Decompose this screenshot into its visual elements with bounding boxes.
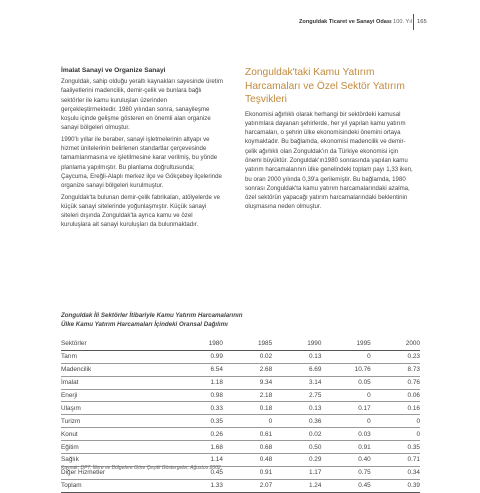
value-cell: 0.05 xyxy=(321,376,370,389)
value-cell: 1.18 xyxy=(174,376,223,389)
value-cell: 1.14 xyxy=(174,454,223,467)
value-cell: 0.06 xyxy=(371,389,420,402)
value-cell: 0.68 xyxy=(223,441,272,454)
value-cell: 0.35 xyxy=(174,415,223,428)
table-row xyxy=(61,428,420,441)
value-cell: 0.91 xyxy=(223,466,272,479)
value-cell: 1.17 xyxy=(272,466,321,479)
value-cell: 0.17 xyxy=(321,402,370,415)
value-cell: 0.33 xyxy=(174,402,223,415)
value-cell: 2.07 xyxy=(223,479,272,492)
table-row xyxy=(61,479,420,492)
value-cell: 0.02 xyxy=(223,350,272,363)
value-cell: 0.75 xyxy=(321,466,370,479)
value-cell: 0.76 xyxy=(371,376,420,389)
value-cell: 0.71 xyxy=(371,454,420,467)
column-header: 1995 xyxy=(321,338,370,350)
section-heading: İmalat Sanayi ve Organize Sanayi xyxy=(61,67,166,74)
value-cell: 0.40 xyxy=(321,454,370,467)
sector-cell: Toplam xyxy=(61,479,174,492)
table-row xyxy=(61,363,420,376)
table-caption xyxy=(61,312,421,329)
header-subtitle: 100. Yıl xyxy=(393,19,412,25)
value-cell: 0.26 xyxy=(174,428,223,441)
value-cell: 0.48 xyxy=(223,454,272,467)
table-row xyxy=(61,415,420,428)
value-cell: 0.45 xyxy=(321,479,370,492)
table-header-row xyxy=(61,338,420,350)
value-cell: 0.36 xyxy=(272,415,321,428)
value-cell: 0 xyxy=(371,415,420,428)
sector-cell: Enerji xyxy=(61,389,174,402)
sector-cell: Tarım xyxy=(61,350,174,363)
value-cell: 0.45 xyxy=(174,466,223,479)
table-row xyxy=(61,402,420,415)
column-header: Sektörler xyxy=(61,338,174,350)
left-column xyxy=(61,66,223,232)
value-cell: 1.24 xyxy=(272,479,321,492)
column-header: 1990 xyxy=(272,338,321,350)
value-cell: 8.73 xyxy=(371,363,420,376)
value-cell: 0.16 xyxy=(371,402,420,415)
table-row xyxy=(61,441,420,454)
value-cell: 2.75 xyxy=(272,389,321,402)
value-cell: 0.29 xyxy=(272,454,321,467)
paragraph: 1990'lı yıllar ile beraber, sanayi işletmelerinin altyapı ve hizmet ünitelerinin belirlenen standartlar çerçevesinde tamamlanmasına ve işletilmesine karar verilmiş, bu yönde planlama yapılmıştır. Bu planlama doğrultusunda; Çaycuma, Ereğli-Alaplı merkez ilçe ve Gökçebey ilçelerinde organize sanayi bölgeleri kurulmuştur. xyxy=(61,135,222,190)
value-cell: 0.61 xyxy=(223,428,272,441)
caption-line: Zonguldak İli Sektörler İtibariyle Kamu Yatırım Harcamalarının xyxy=(61,312,243,319)
value-cell: 0.98 xyxy=(174,389,223,402)
paragraph: Zonguldak'ta bulunan demir-çelik fabrikaları, atölyelerde ve küçük sanayi sitelerinde yoğunlaşmıştır. Küçük sanayi siteleri dışında Zonguldak'ta ayrıca kamu ve özel kuruluşlara ait sanayi kuruluşları da bulunmaktadır. xyxy=(61,193,221,229)
value-cell: 0 xyxy=(371,428,420,441)
table-source: Kaynak: DPT, İllere ve Bölgelere Göre Çeşitli Göstergeler, Ağustos 2002. xyxy=(61,465,223,471)
header-divider xyxy=(413,14,414,30)
header-title: Zonguldak Ticaret ve Sanayi Odası xyxy=(299,19,392,25)
value-cell: 10.76 xyxy=(321,363,370,376)
right-column xyxy=(245,66,415,214)
table-row xyxy=(61,376,420,389)
column-header: 1980 xyxy=(174,338,223,350)
sector-cell: Eğitim xyxy=(61,441,174,454)
value-cell: 0 xyxy=(223,415,272,428)
value-cell: 0.99 xyxy=(174,350,223,363)
value-cell: 0.13 xyxy=(272,402,321,415)
value-cell: 6.69 xyxy=(272,363,321,376)
value-cell: 3.14 xyxy=(272,376,321,389)
caption-line: Ülke Kamu Yatırım Harcamaları İçindeki Oransal Dağılımı xyxy=(61,320,228,328)
value-cell: 0.50 xyxy=(272,441,321,454)
value-cell: 1.33 xyxy=(174,479,223,492)
sector-cell: Diğer Hizmetler xyxy=(61,466,174,479)
sector-cell: Sağlık xyxy=(61,454,174,467)
column-header: 1985 xyxy=(223,338,272,350)
sector-cell: Konut xyxy=(61,428,174,441)
table-row xyxy=(61,350,420,363)
sector-cell: İmalat xyxy=(61,376,174,389)
value-cell: 0.03 xyxy=(321,428,370,441)
value-cell: 0 xyxy=(321,415,370,428)
sector-cell: Ulaşım xyxy=(61,402,174,415)
section-title: Zonguldak'taki Kamu Yatırım Harcamaları ve Özel Sektör Yatırım Teşvikleri xyxy=(245,67,405,105)
value-cell: 1.68 xyxy=(174,441,223,454)
paragraph: Ekonomisi ağırlıklı olarak herhangi bir sektördeki kamusal yatırımlara dayanan şehirlerde, her yıl yapılan kamu yatırım harcamaları, o şehrin ülke ekonomisindeki önemini ortaya koymaktadır. Bu bağlamda, ekonomisi madencilik ve demir-çelik ağırlıklı olan Zonguldak'ın da Türkiye ekonomisi için önemi büyüktür. Zonguldak'ın1980 sonrasında yapılan kamu yatırım harcamalarının ülke genelindeki toplam payı 1,33 iken, bu oran 2000 yılında 0,39'a gerilemiştir. Bu bağlamda, 1980 sonrası Zonguldak'ta kamu yatırım harcamalarındaki azalma, özel sektörün yapacağı yatırım harcamalarındaki beklentinin oluşmasına neden olmuştur. xyxy=(245,110,413,211)
value-cell: 2.68 xyxy=(223,363,272,376)
value-cell: 0.13 xyxy=(272,350,321,363)
value-cell: 0.39 xyxy=(371,479,420,492)
paragraph: Zonguldak, sahip olduğu yeraltı kaynakları sayesinde üretim faaliyetlerini madencilik, demir-çelik ve bunlara bağlı sektörler ile kamu kuruluşları üzerinden gerçekleştirmektedir. 1980 yılından sonra, sanayileşme koşulu içinde gelişme gösteren en önemli alan organize sanayi bölgeleri olmuştur. xyxy=(61,78,223,132)
value-cell: 0.02 xyxy=(272,428,321,441)
value-cell: 0.34 xyxy=(371,466,420,479)
value-cell: 9.34 xyxy=(223,376,272,389)
value-cell: 0.91 xyxy=(321,441,370,454)
value-cell: 0 xyxy=(321,389,370,402)
table-row xyxy=(61,389,420,402)
value-cell: 2.18 xyxy=(223,389,272,402)
page-number: 165 xyxy=(417,19,427,25)
value-cell: 0.35 xyxy=(371,441,420,454)
sector-cell: Turizm xyxy=(61,415,174,428)
value-cell: 0.23 xyxy=(371,350,420,363)
sector-cell: Madencilik xyxy=(61,363,174,376)
value-cell: 0.18 xyxy=(223,402,272,415)
value-cell: 0 xyxy=(321,350,370,363)
running-header xyxy=(299,19,412,25)
column-header: 2000 xyxy=(371,338,420,350)
value-cell: 6.54 xyxy=(174,363,223,376)
